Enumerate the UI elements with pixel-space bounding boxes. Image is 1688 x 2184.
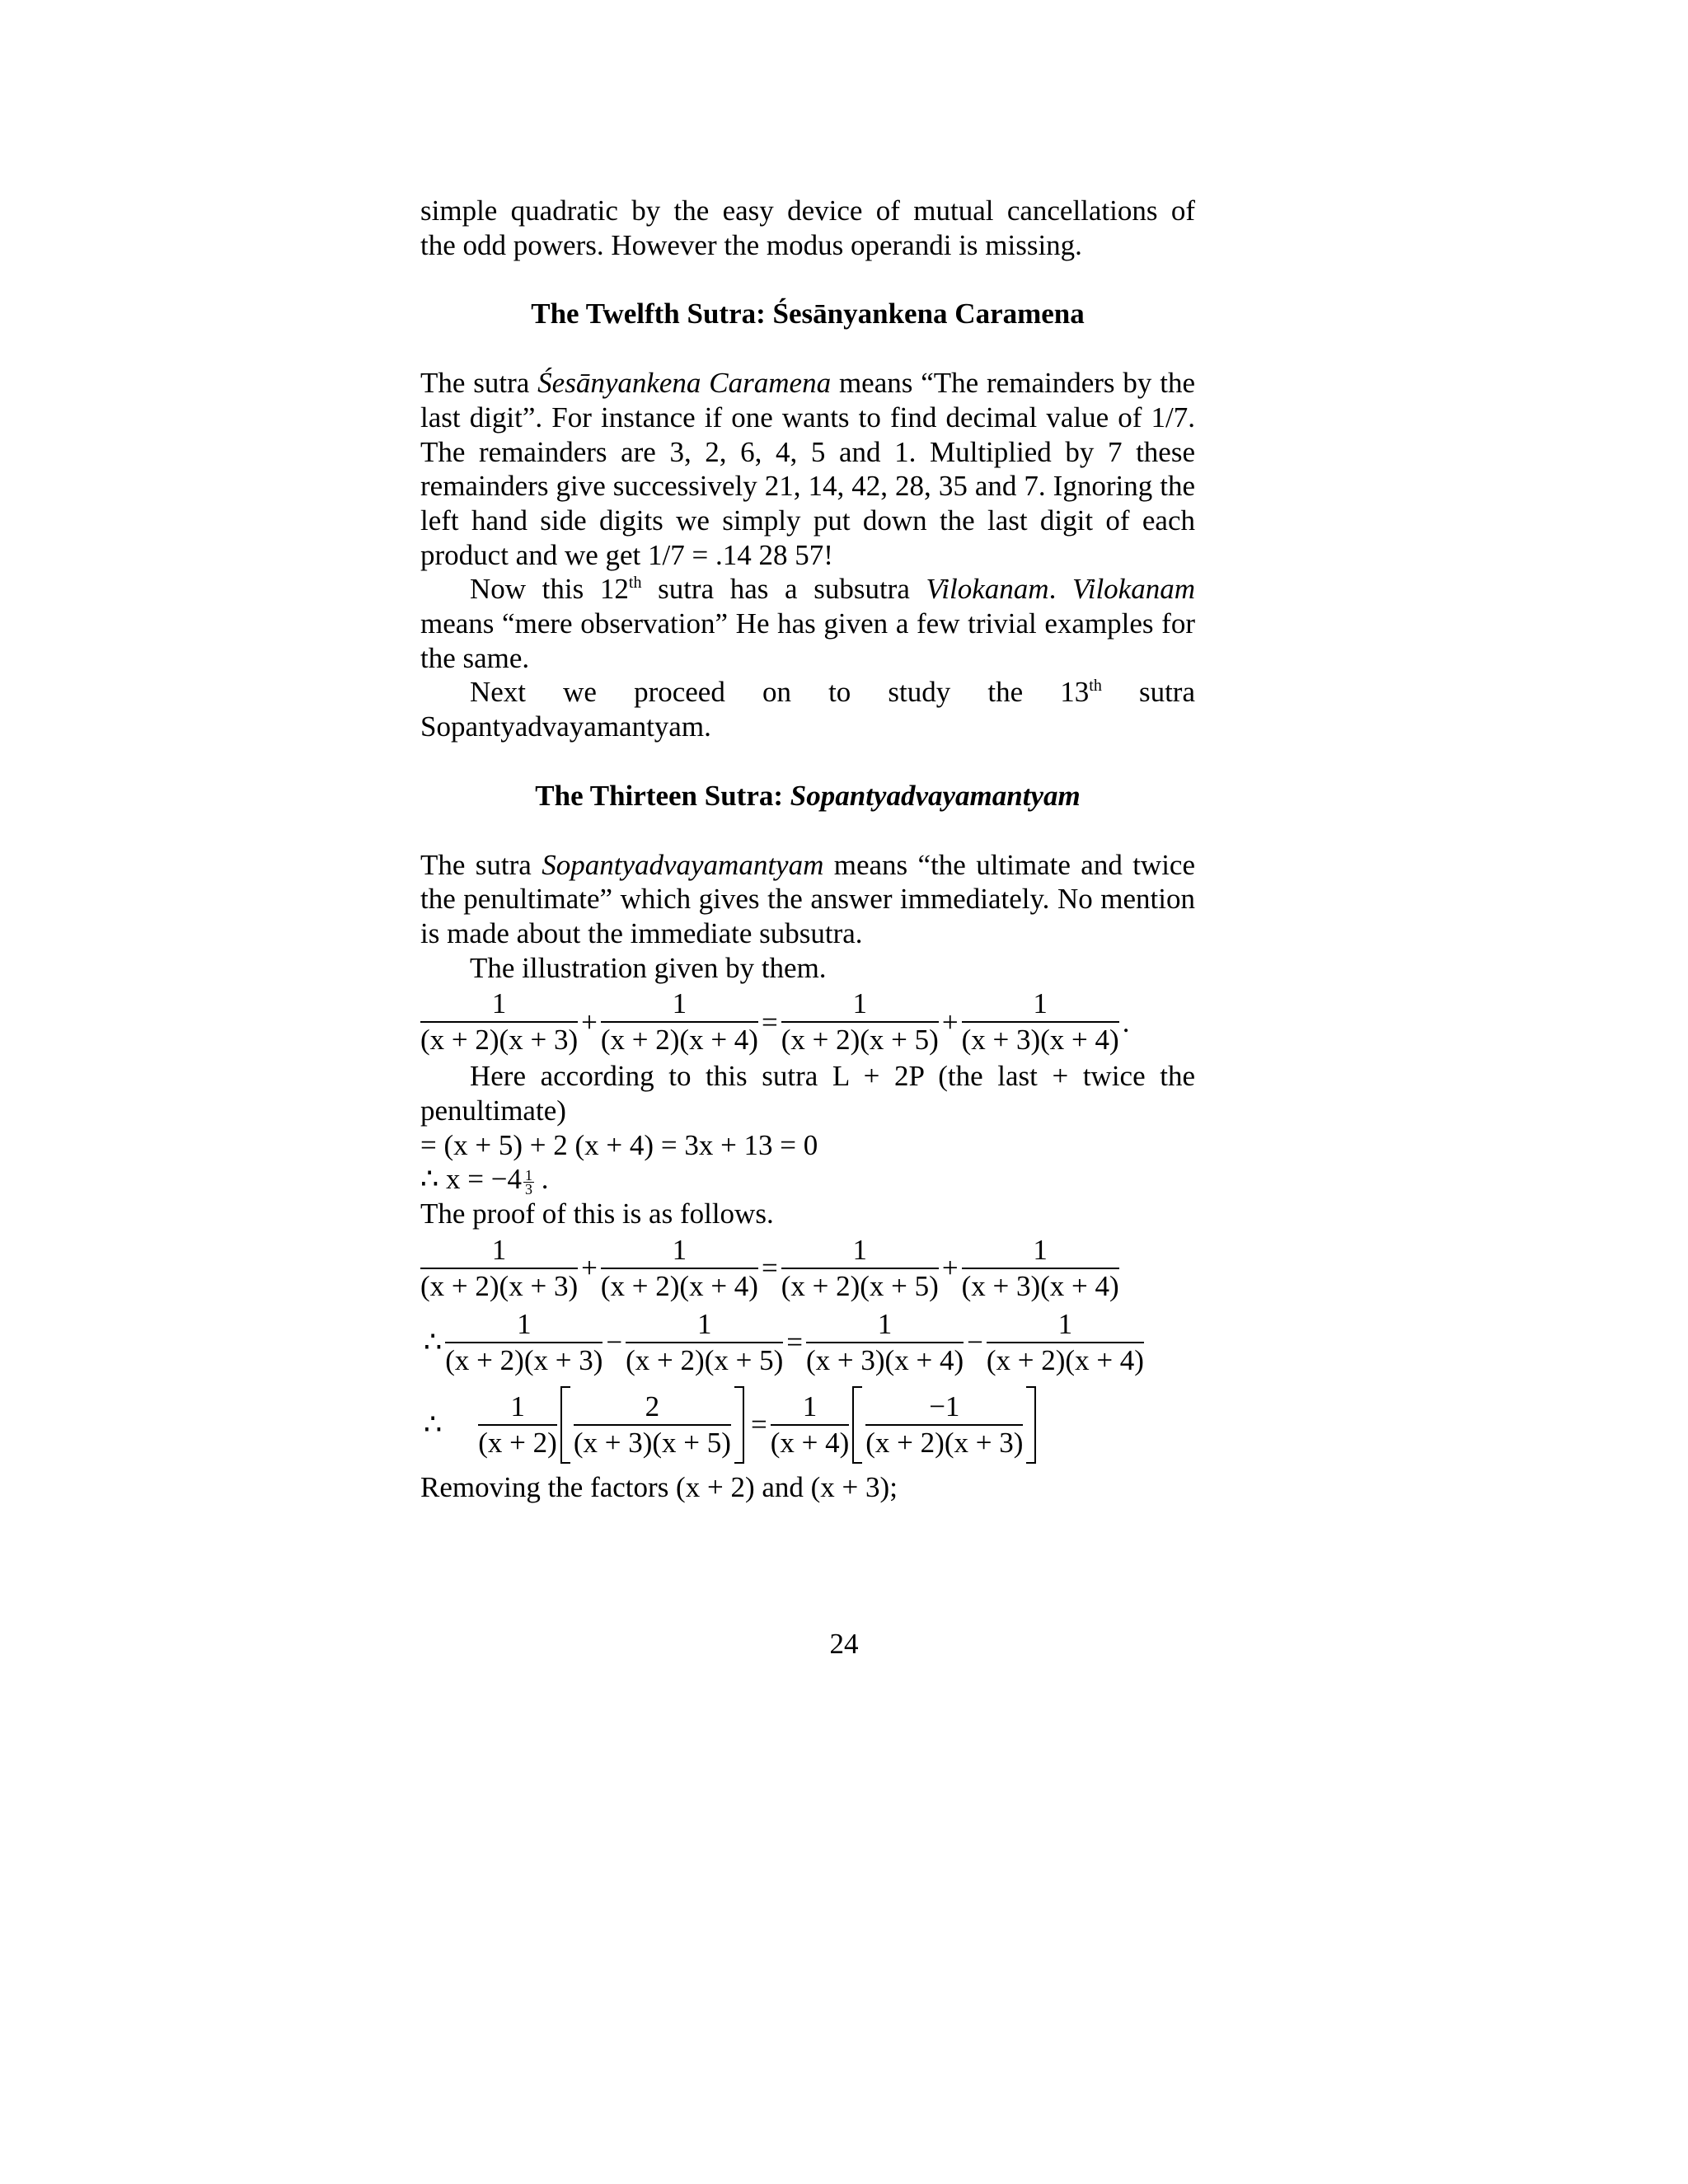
denominator: (x + 4) [770, 1426, 850, 1459]
fraction [781, 1233, 939, 1304]
plus-sign: + [941, 1252, 959, 1285]
proof-equation-1 [420, 1231, 1195, 1305]
text-run: . [1048, 573, 1072, 606]
denominator: 3 [525, 1180, 532, 1197]
twelfth-sutra-heading [420, 297, 1195, 331]
plus-sign: + [941, 1005, 959, 1038]
denominator: (x + 2)(x + 5) [781, 1024, 939, 1057]
thirteenth-sutra-heading [420, 779, 1195, 813]
denominator: (x + 2)(x + 4) [600, 1024, 758, 1057]
denominator: (x + 2) [478, 1426, 557, 1459]
fraction [771, 1390, 850, 1460]
twelfth-paragraph-2 [420, 572, 1195, 675]
numerator: 2 [574, 1390, 731, 1426]
proof-equation-2 [420, 1305, 1195, 1380]
denominator: (x + 2)(x + 3) [420, 1024, 579, 1057]
fraction [962, 1233, 1119, 1304]
fraction [987, 1307, 1144, 1378]
equals-sign: = [750, 1408, 767, 1441]
denominator: (x + 3)(x + 5) [573, 1426, 731, 1459]
text-run: The sutra [420, 848, 542, 881]
fraction [601, 1233, 758, 1304]
denominator: (x + 2)(x + 3) [865, 1426, 1024, 1459]
fraction [781, 987, 939, 1057]
denominator: (x + 2)(x + 4) [600, 1269, 758, 1302]
subsutra-name-italic: Vilokanam [926, 573, 1049, 606]
numerator: 1 [771, 1390, 850, 1426]
fraction [445, 1307, 603, 1378]
denominator: (x + 3)(x + 4) [961, 1269, 1119, 1302]
equals-sign: = [761, 1005, 778, 1038]
numerator: 1 [962, 1233, 1119, 1269]
numerator: 1 [987, 1307, 1144, 1343]
sutra-name-italic: Śesānyankena Caramena [537, 367, 832, 400]
thirteenth-heading-name: Sopantyadvayamantyam [790, 779, 1081, 812]
ordinal-suffix: th [628, 574, 642, 593]
twelfth-heading-prefix: The Twelfth Sutra: [531, 298, 773, 330]
plus-sign: + [581, 1005, 598, 1038]
intro-paragraph [420, 194, 1195, 262]
text-run: . [534, 1163, 549, 1196]
ordinal-suffix: th [1089, 677, 1102, 696]
thirteenth-paragraph-1 [420, 848, 1195, 951]
numerator: 1 [781, 987, 939, 1023]
equals-sign: = [761, 1252, 778, 1285]
proof-equation-3 [420, 1380, 1195, 1470]
fraction [420, 987, 578, 1057]
text-run: sutra [1101, 676, 1195, 709]
page-content [420, 194, 1195, 1505]
fraction [478, 1390, 557, 1460]
numerator: 1 [445, 1307, 603, 1343]
denominator: (x + 3)(x + 4) [961, 1024, 1119, 1057]
fraction [962, 987, 1119, 1057]
therefore-symbol: ∴ [424, 1408, 443, 1441]
numerator: 1 [525, 1166, 532, 1183]
numerator: 1 [420, 1233, 578, 1269]
denominator: (x + 2)(x + 5) [626, 1343, 784, 1376]
numerator: 1 [420, 987, 578, 1023]
numerator: 1 [626, 1307, 783, 1343]
text-run: Next we proceed on to study the 13 [470, 676, 1090, 709]
numerator: −1 [865, 1390, 1023, 1426]
fraction [601, 987, 758, 1057]
period: . [1122, 1005, 1130, 1038]
numerator: 1 [806, 1307, 964, 1343]
fraction [626, 1307, 783, 1378]
subsutra-name-italic: Vilokanam [1071, 573, 1195, 606]
fraction [574, 1390, 731, 1460]
text-run: means “the ultimate and twice the penultimate” which gives the answer immediately. No mention is made about the immediate subsutra. [420, 848, 1195, 949]
therefore-symbol: ∴ [424, 1326, 443, 1359]
plus-sign: + [581, 1252, 598, 1285]
text-run: ∴ x = −4 [420, 1163, 522, 1196]
text-run: means “The remainders by the last digit”. For instance if one wants to find decimal value of 1/7. The remainders are 3, 2, 6, 4, 5 and 1. Multiplied by 7 these remainders give successively 21, 14, 42, 28, 35 and 7. Ignoring the left hand side digits we simply put down the last digit of each product and we get 1/7 = .14 28 57! [420, 367, 1195, 571]
final-line: Removing the factors (x + 2) and (x + 3); [420, 1470, 898, 1503]
proof-intro: The proof of this is as follows. [420, 1197, 774, 1230]
intro-line-2: the odd powers. However the modus operandi is missing. [420, 228, 1082, 261]
intro-line-1: simple quadratic by the easy device of mutual cancellations of [420, 194, 1195, 227]
text-run: means “mere observation” He has given a few trivial examples for the same. [420, 607, 1195, 674]
numerator: 1 [601, 1233, 758, 1269]
equation-line: = (x + 5) + 2 (x + 4) = 3x + 13 = 0 [420, 1128, 818, 1161]
bracket-group [560, 1386, 744, 1464]
minus-sign: − [606, 1326, 623, 1359]
solution-line [420, 1162, 1195, 1197]
page-number: 24 [829, 1628, 859, 1660]
fraction [806, 1307, 964, 1378]
thirteenth-paragraph-3: Here according to this sutra L + 2P (the last + twice the penultimate) [420, 1060, 1195, 1127]
sutra-name-italic: Sopantyadvayamantyam [542, 848, 824, 881]
denominator: (x + 2)(x + 5) [781, 1269, 939, 1302]
text-run: Now this 12 [470, 573, 629, 606]
numerator: 1 [962, 987, 1119, 1023]
equals-sign: = [786, 1326, 803, 1359]
illustration-equation [420, 985, 1195, 1059]
mixed-fraction [523, 1166, 534, 1197]
numerator: 1 [478, 1390, 557, 1426]
numerator: 1 [601, 987, 758, 1023]
bracket-group [852, 1386, 1036, 1464]
denominator: (x + 2)(x + 4) [986, 1343, 1144, 1376]
numerator: 1 [781, 1233, 939, 1269]
text-run: sutra has a subsutra [641, 573, 926, 606]
text-run: The sutra [420, 367, 538, 400]
twelfth-heading-name: Śesānyankena Caramena [772, 298, 1085, 330]
twelfth-paragraph-1 [420, 366, 1195, 572]
denominator: (x + 2)(x + 3) [420, 1269, 579, 1302]
denominator: (x + 3)(x + 4) [806, 1343, 964, 1376]
thirteenth-paragraph-2: The illustration given by them. [470, 951, 827, 984]
denominator: (x + 2)(x + 3) [445, 1343, 603, 1376]
fraction [420, 1233, 578, 1304]
minus-sign: − [967, 1326, 983, 1359]
fraction [865, 1390, 1023, 1460]
thirteenth-heading-prefix: The Thirteen Sutra: [535, 779, 790, 812]
twelfth-paragraph-3 [420, 675, 1195, 710]
twelfth-paragraph-3-end: Sopantyadvayamantyam. [420, 710, 711, 743]
